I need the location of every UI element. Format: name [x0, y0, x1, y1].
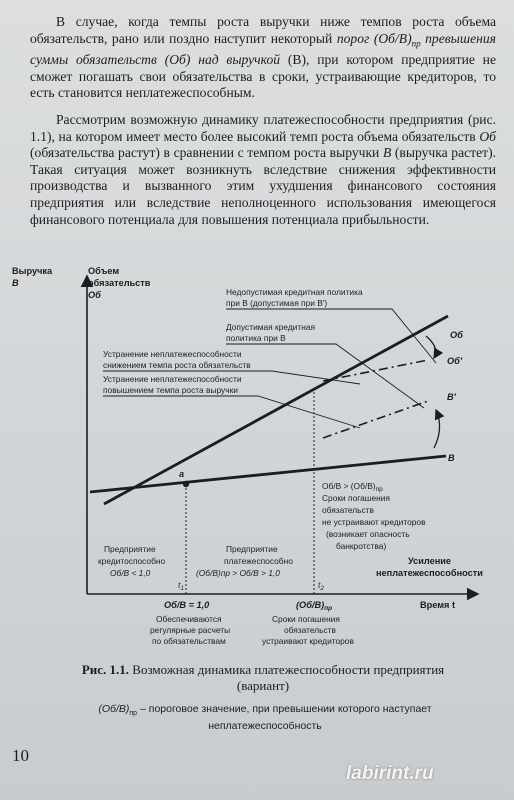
zone1-line2: кредитоспособно	[98, 556, 166, 566]
zone2-line3: (Об/В)пр > Об/В > 1,0	[196, 568, 280, 578]
p2-v: В	[382, 145, 392, 161]
fix-obligations-line1: Устранение неплатежеспособности	[103, 349, 242, 359]
paragraph-dynamics	[30, 112, 496, 228]
label-ob: Об	[450, 330, 463, 340]
below2-title: $(Об/В)_{пр}$	[296, 600, 333, 612]
t1-label: $t_1$	[178, 580, 184, 592]
leader-policy-ok	[226, 344, 424, 408]
label-b-prime: В′	[447, 392, 456, 402]
note-term-sub: пр	[129, 710, 138, 718]
line-ob-prime	[323, 360, 428, 381]
caption-sub: (вариант)	[236, 678, 290, 693]
p2-text-c: (выручка растет). Такая ситуация может возникнуть вследствие снижения эффективности производства и вызванного этим ухудшения финансового состояния предприятия или вследствие неполноценного использования имеющегося финансового потенциала для повышения потенциала прибыльности.	[30, 145, 497, 227]
p2-text-b: (обязательства растут) в сравнении с темпом роста выручки	[30, 145, 383, 161]
below1-title: Об/В = 1,0	[164, 600, 210, 610]
watermark-logo: labirint.ru	[346, 763, 434, 784]
zone3-line1: $Об/В > (Об/В)_{пр}$	[322, 481, 383, 493]
zone3-line4: не устраивают кредиторов	[322, 517, 426, 527]
p1-term-sub: пр	[411, 38, 421, 49]
line-b-prime	[323, 401, 428, 438]
below1-line1: Обеспечиваются	[156, 614, 222, 624]
below1-line3: по обязательствам	[152, 636, 226, 646]
p2-text-a: Рассмотрим возможную динамику платежеспособности предприятия (рис. 1.1), на котором имеет место более высокий темп роста объема обязательств	[30, 112, 496, 144]
label-b: В	[448, 453, 455, 463]
label-point-a: а	[179, 469, 185, 479]
label-ob-prime: Об′	[447, 356, 463, 366]
line-b	[90, 456, 446, 492]
fix-revenue-line1: Устранение неплатежеспособности	[103, 374, 242, 384]
y-label-revenue-symbol: В	[12, 278, 19, 288]
zone3-line2: Сроки погашения	[322, 493, 390, 503]
p1-text-a: В случае, когда темпы роста выручки ниже темпов роста объема обязательств, рано или поздно наступит некоторый	[30, 14, 496, 46]
policy-bad-line1: Недопустимая кредитная политика	[226, 287, 363, 297]
below2-line2: обязательств	[284, 625, 336, 635]
figure-note	[70, 703, 460, 733]
below2-line1: Сроки погашения	[272, 614, 340, 624]
p1-term-2: превышения суммы обязательств (Об) над выручкой	[30, 30, 496, 67]
y-label-obligations-symbol: Об	[88, 290, 101, 300]
y-label-obligations-2: обязательств	[88, 278, 151, 288]
right-label-2: неплатежеспособности	[376, 568, 483, 578]
zone2-line1: Предприятие	[226, 544, 278, 554]
t2-label: $t_2$	[318, 580, 324, 592]
right-label-1: Усиление	[408, 556, 452, 566]
note-term: (Об/В)	[98, 703, 130, 715]
page-number: 10	[12, 746, 29, 765]
y-label-revenue: Выручка	[12, 266, 53, 276]
zone1-line3: Об/В < 1,0	[110, 568, 151, 578]
policy-bad-line2: при В (допустимая при В′)	[226, 298, 328, 308]
caption-title: Возможная динамика платежеспособности предприятия	[129, 662, 445, 677]
policy-ok-line2: политика при В	[226, 333, 286, 343]
leader-fix-revenue	[103, 396, 360, 428]
zone3-line6: банкротства)	[336, 541, 387, 551]
p2-ob: Об	[479, 128, 496, 144]
p1-term: порог (Об/В)	[336, 30, 412, 46]
fix-revenue-line2: повышением темпа роста выручки	[103, 385, 238, 395]
arrow-b-up	[434, 410, 440, 448]
x-label-time: Время t	[420, 600, 456, 610]
note-text: – пороговое значение, при превышении которого наступает неплатежеспособность	[137, 703, 432, 733]
caption-prefix: Рис. 1.1.	[81, 662, 130, 677]
below2-line3: устраивают кредиторов	[262, 636, 354, 646]
policy-ok-line1: Допустимая кредитная	[226, 322, 316, 332]
fix-obligations-line2: снижением темпа роста обязательств	[103, 360, 251, 370]
zone3-line3: обязательств	[322, 505, 374, 515]
figure-caption	[30, 662, 496, 694]
paragraph-threshold	[30, 14, 496, 102]
zone1-line1: Предприятие	[104, 544, 156, 554]
zone2-line2: платежеспособно	[224, 556, 293, 566]
p1-text-b: (В), при котором предприятие не сможет погашать свои обязательства в сроки, устраивающие кредиторов, то есть становится неплатежеспособным.	[30, 51, 496, 101]
zone3-line5: (возникает опасность	[326, 529, 410, 539]
below1-line2: регулярные расчеты	[150, 625, 231, 635]
arrow-ob-down	[426, 336, 436, 358]
solvency-diagram	[0, 258, 514, 658]
y-label-obligations: Объем	[88, 266, 120, 276]
